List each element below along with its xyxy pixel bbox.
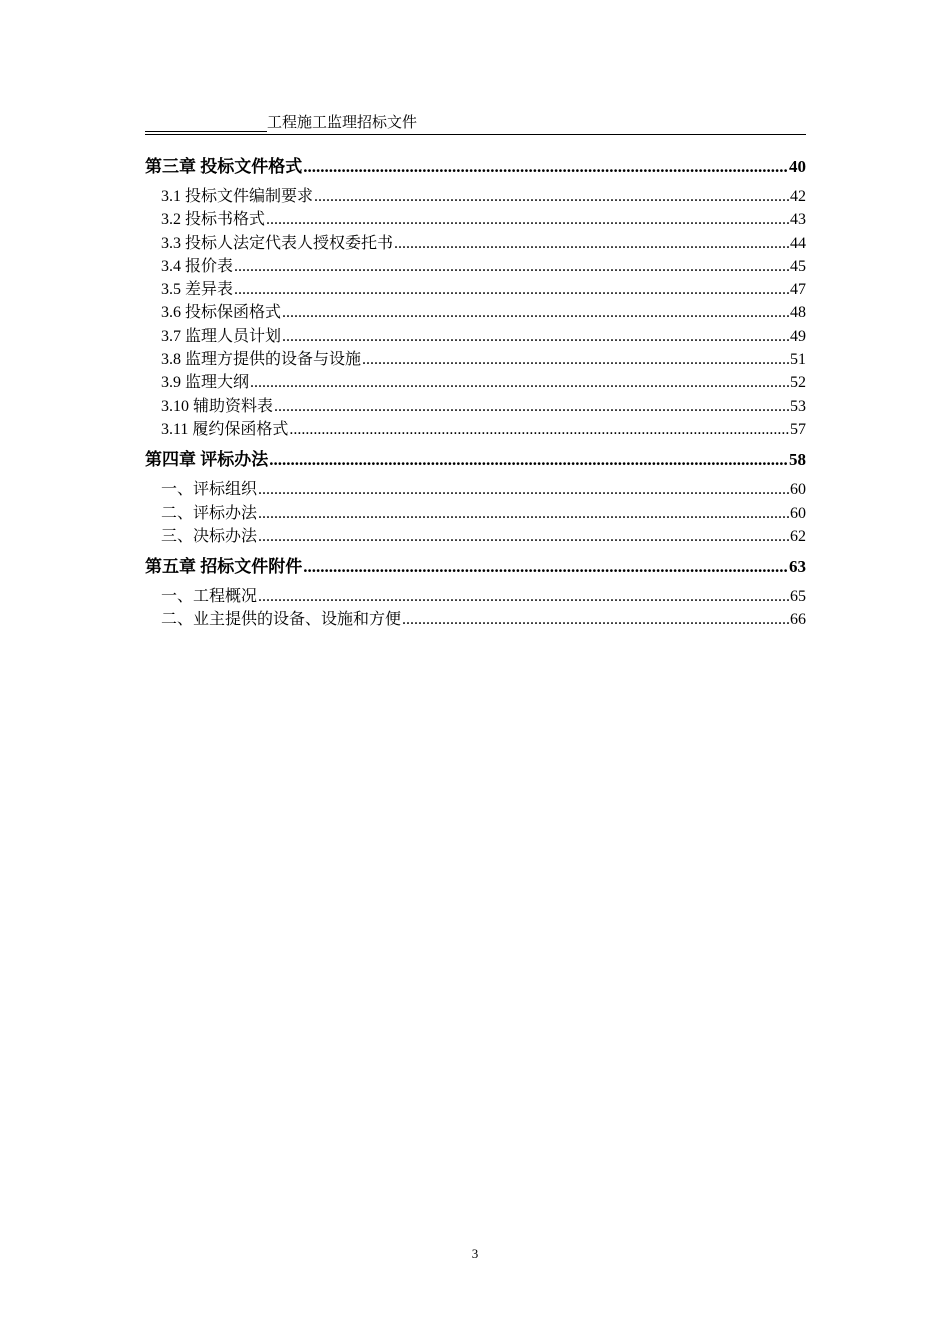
- toc-section-entry[interactable]: [145, 232, 806, 255]
- toc-section-entry[interactable]: [145, 585, 806, 608]
- toc-entry-title: 第三章 投标文件格式: [145, 157, 303, 176]
- toc-section-entry[interactable]: [145, 608, 806, 631]
- toc-entry-title: 3.9 监理大纲: [161, 374, 250, 392]
- toc-entry-title: 3.4 报价表: [161, 257, 234, 275]
- toc-entry-page: 47: [790, 281, 806, 299]
- toc-section-entry[interactable]: [145, 525, 806, 548]
- toc-dot-leader: [303, 552, 788, 582]
- toc-dot-leader: [282, 301, 789, 324]
- toc-entry-title: 二、评标办法: [161, 504, 258, 522]
- toc-dot-leader: [274, 395, 789, 418]
- toc-entry-page: 62: [790, 527, 806, 545]
- toc-entry-title: 3.8 监理方提供的设备与设施: [161, 351, 362, 369]
- page-number: 3: [471, 1246, 479, 1261]
- toc-dot-leader: [394, 232, 789, 255]
- toc-section-entry[interactable]: [145, 325, 806, 348]
- toc-entry-title: 一、工程概况: [161, 588, 258, 606]
- toc-entry-page: 51: [790, 351, 806, 369]
- toc-dot-leader: [258, 525, 789, 548]
- toc-section-entry[interactable]: [145, 255, 806, 278]
- toc-section-entry[interactable]: [145, 418, 806, 441]
- toc-entry-title: 3.2 投标书格式: [161, 211, 266, 229]
- toc-chapter-entry[interactable]: [145, 552, 806, 582]
- toc-entry-page: 43: [790, 211, 806, 229]
- toc-entry-page: 48: [790, 304, 806, 322]
- header-underline-blank: [145, 115, 267, 132]
- toc-entry-title: 三、决标办法: [161, 527, 258, 545]
- toc-entry-page: 52: [790, 374, 806, 392]
- toc-chapter-entry[interactable]: [145, 152, 806, 182]
- toc-entry-title: 第四章 评标办法: [145, 450, 269, 470]
- toc-section-entry[interactable]: [145, 371, 806, 394]
- toc-section-entry[interactable]: [145, 478, 806, 501]
- toc-entry-page: 42: [790, 188, 806, 205]
- toc-section-entry[interactable]: [145, 502, 806, 525]
- toc-entry-page: 66: [790, 611, 806, 629]
- toc-dot-leader: [250, 371, 789, 394]
- toc-entry-title: 一、评标组织: [161, 481, 258, 499]
- toc-dot-leader: [258, 585, 789, 608]
- toc-entry-page: 58: [789, 450, 806, 470]
- toc-entry-title: 第五章 招标文件附件: [145, 557, 303, 577]
- toc-dot-leader: [234, 255, 789, 278]
- toc-entry-page: 57: [790, 420, 806, 438]
- header-title: 工程施工监理招标文件: [267, 115, 418, 131]
- toc-dot-leader: [303, 152, 788, 182]
- toc-section-entry[interactable]: [145, 301, 806, 324]
- toc-dot-leader: [362, 348, 789, 371]
- toc-dot-leader: [258, 478, 789, 501]
- toc-entry-title: 3.7 监理人员计划: [161, 327, 282, 345]
- toc-entry-title: 3.10 辅助资料表: [161, 397, 274, 415]
- toc-entry-page: 53: [790, 397, 806, 415]
- toc-entry-title: 二、业主提供的设备、设施和方便: [161, 611, 402, 629]
- toc-entry-page: 60: [790, 504, 806, 522]
- toc-dot-leader: [269, 445, 788, 475]
- toc-section-entry[interactable]: [145, 395, 806, 418]
- toc-entry-title: 3.5 差异表: [161, 281, 234, 299]
- toc-entry-title: 3.1 投标文件编制要求: [161, 188, 314, 205]
- toc-dot-leader: [234, 278, 789, 301]
- toc-entry-page: 44: [790, 234, 806, 252]
- toc-dot-leader: [314, 185, 789, 208]
- running-header: [145, 112, 806, 135]
- toc-entry-page: 63: [789, 557, 806, 577]
- toc-section-entry[interactable]: [145, 185, 806, 208]
- toc-dot-leader: [402, 608, 789, 631]
- table-of-contents: [145, 152, 806, 632]
- toc-entry-page: 65: [790, 588, 806, 606]
- toc-section-entry[interactable]: [145, 208, 806, 231]
- toc-section-entry[interactable]: [145, 278, 806, 301]
- toc-entry-title: 3.6 投标保函格式: [161, 304, 282, 322]
- toc-entry-page: 40: [789, 157, 806, 176]
- toc-dot-leader: [289, 418, 789, 441]
- toc-chapter-entry[interactable]: [145, 445, 806, 475]
- toc-entry-page: 49: [790, 327, 806, 345]
- toc-entry-title: 3.3 投标人法定代表人授权委托书: [161, 234, 394, 252]
- toc-dot-leader: [258, 502, 789, 525]
- toc-dot-leader: [282, 325, 789, 348]
- toc-entry-page: 60: [790, 481, 806, 499]
- toc-entry-page: 45: [790, 257, 806, 275]
- toc-entry-title: 3.11 履约保函格式: [161, 420, 289, 438]
- toc-section-entry[interactable]: [145, 348, 806, 371]
- toc-dot-leader: [266, 208, 789, 231]
